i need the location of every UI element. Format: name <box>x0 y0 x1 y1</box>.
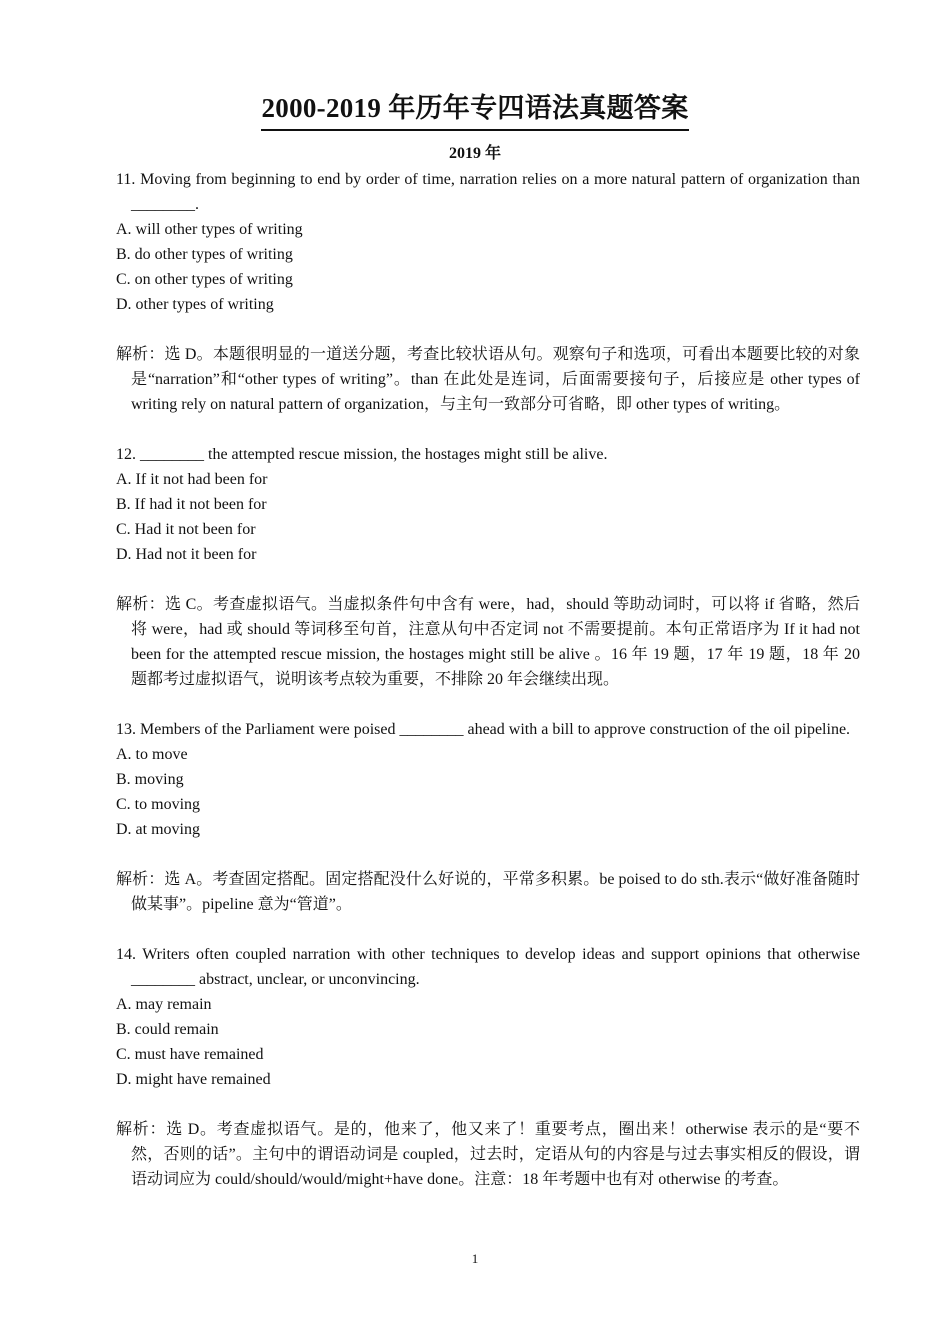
option-d: D. might have remained <box>116 1071 271 1088</box>
question-analysis: 解析：选 A。考查固定搭配。固定搭配没什么好说的，平常多积累。be poised to do sth.表示“做好准备随时做某事”。pipeline 意为“管道”。 <box>116 871 860 913</box>
question-stem: 14. Writers often coupled narration with other techniques to develop ideas and support opinions that otherwise ________ abstract, unclear, or unconvincing. <box>116 946 860 988</box>
option-a: A. If it not had been for <box>116 471 268 488</box>
page-number: 1 <box>471 1251 479 1266</box>
year-heading: 2019 年 <box>448 145 501 162</box>
question-stem: 11. Moving from beginning to end by order of time, narration relies on a more natural pattern of organization than ________. <box>116 171 860 213</box>
option-b: B. do other types of writing <box>116 246 293 263</box>
option-d: D. other types of writing <box>116 296 274 313</box>
option-c: C. must have remained <box>116 1046 264 1063</box>
option-d: D. Had not it been for <box>116 546 257 563</box>
question-analysis: 解析：选 D。本题很明显的一道送分题，考查比较状语从句。观察句子和选项，可看出本题要比较的对象是“narration”和“other types of writing”。than 在此处是连词，后面需要接句子，后接应是 other types of writing rely on natural pattern of organization，与主句一致部分可省略，即 other types of writing。 <box>116 346 860 413</box>
question-stem: 12. ________ the attempted rescue mission, the hostages might still be alive. <box>116 446 608 463</box>
option-c: C. Had it not been for <box>116 521 256 538</box>
question-analysis: 解析：选 C。考查虚拟语气。当虚拟条件句中含有 were，had，should 等助动词时，可以将 if 省略，然后将 were，had 或 should 等词移至句首，注意从句中否定词 not 不需要提前。本句正常语序为 If it had not been for the attempted rescue mission, the hostages might still be alive 。16 年 19 题，17 年 19 题，18 年 20 题都考过虚拟语气，说明该考点较为重要，不排除 20 年会继续出现。 <box>116 596 860 688</box>
questions-content <box>116 167 860 1192</box>
option-b: B. could remain <box>116 1021 219 1038</box>
option-b: B. moving <box>116 771 184 788</box>
option-a: A. to move <box>116 746 188 763</box>
question-stem: 13. Members of the Parliament were poised ________ ahead with a bill to approve construction of the oil pipeline. <box>116 721 851 738</box>
option-c: C. to moving <box>116 796 201 813</box>
document-title: 2000-2019 年历年专四语法真题答案 <box>0 88 950 131</box>
option-c: C. on other types of writing <box>116 271 293 288</box>
question-11 <box>116 167 860 417</box>
option-d: D. at moving <box>116 821 200 838</box>
question-13 <box>116 717 860 917</box>
question-12 <box>116 442 860 692</box>
option-a: A. will other types of writing <box>116 221 303 238</box>
question-14 <box>116 942 860 1192</box>
question-analysis: 解析：选 D。考查虚拟语气。是的，他来了，他又来了！重要考点，圈出来！otherwise 表示的是“要不然，否则的话”。主句中的谓语动词是 coupled，过去时，定语从句的内容是与过去事实相反的假设，谓语动词应为 could/should/would/might+have done。注意：18 年考题中也有对 otherwise 的考查。 <box>116 1121 860 1188</box>
option-a: A. may remain <box>116 996 212 1013</box>
option-b: B. If had it not been for <box>116 496 267 513</box>
